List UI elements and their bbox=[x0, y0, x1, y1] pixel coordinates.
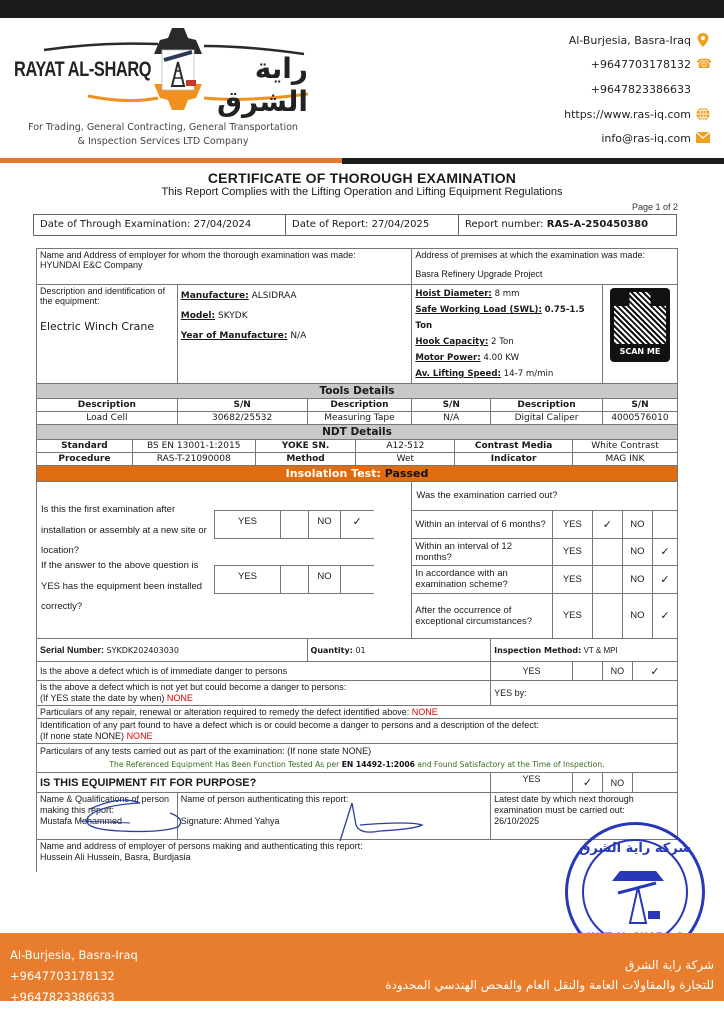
company-tagline bbox=[0, 121, 326, 149]
serial-label: Serial Number: bbox=[40, 645, 105, 655]
signatures-row bbox=[37, 793, 678, 840]
globe-icon bbox=[696, 107, 710, 121]
ndt-row bbox=[37, 440, 678, 453]
equipment-ident-cell bbox=[177, 285, 412, 384]
tests-row bbox=[37, 744, 678, 773]
motor-value: 4.00 KW bbox=[483, 353, 520, 363]
question-first-exam: Is this the first examination after installation or assembly at a new site or location? bbox=[41, 504, 207, 556]
yes-label: YES bbox=[552, 538, 592, 565]
contact-phone-1-text[interactable]: +9647703178132 bbox=[590, 58, 691, 72]
repair-row bbox=[37, 706, 678, 719]
tests-question: Particulars of any tests carried out as part of the examination: (If none state NONE) bbox=[40, 746, 372, 756]
exam-interval-heading: Was the examination carried out? bbox=[412, 482, 677, 510]
manufacture-value: ALSIDRAA bbox=[251, 291, 297, 301]
certificate-subtitle: This Report Complies with the Lifting Operation and Lifting Equipment Regulations bbox=[161, 186, 563, 198]
maker-name: Mustafa Mohammed bbox=[40, 816, 123, 826]
no-label: NO bbox=[309, 511, 341, 539]
part-defect-cell bbox=[37, 719, 678, 744]
year-value: N/A bbox=[290, 331, 307, 341]
ndt-label: YOKE SN. bbox=[255, 440, 356, 453]
contact-website-link[interactable]: https://www.ras-iq.com bbox=[564, 107, 691, 121]
ndt-value: MAG INK bbox=[572, 453, 677, 466]
part-defect-value: NONE bbox=[126, 731, 153, 741]
tools-header: Description bbox=[37, 399, 178, 412]
speed-label: Av. Lifting Speed: bbox=[415, 369, 501, 379]
tagline-line-1: For Trading, General Contracting, General Transportation bbox=[28, 122, 298, 133]
serial-value: SYKDK202403030 bbox=[106, 646, 179, 655]
equipment-row bbox=[37, 285, 678, 384]
immediate-danger-question: Is the above a defect which is of immediate danger to persons bbox=[37, 662, 491, 681]
tools-header: S/N bbox=[412, 399, 491, 412]
tools-cell: 30682/25532 bbox=[177, 412, 307, 425]
interval-question: Within an interval of 6 months? bbox=[412, 510, 552, 538]
motor-label: Motor Power: bbox=[415, 353, 481, 363]
footer-company-name-ar: شركة راية الشرق bbox=[625, 958, 714, 972]
yes-by-field[interactable]: YES by: bbox=[491, 681, 678, 706]
interval-row bbox=[412, 538, 677, 565]
serial-cell bbox=[37, 639, 308, 662]
header-rule-black bbox=[342, 158, 724, 164]
immediate-danger-row bbox=[37, 662, 678, 681]
employer-row bbox=[37, 249, 678, 285]
qr-code-icon bbox=[614, 292, 666, 344]
tools-header: Description bbox=[307, 399, 412, 412]
insulation-label: Insolation Test: bbox=[285, 467, 381, 480]
contact-email-link[interactable]: info@ras-iq.com bbox=[601, 132, 691, 146]
envelope-icon bbox=[696, 132, 710, 146]
swl-label: Safe Working Load (SWL): bbox=[415, 305, 542, 315]
contact-email bbox=[564, 126, 710, 151]
ndt-value: BS EN 13001-1:2015 bbox=[132, 440, 255, 453]
no-checkbox[interactable] bbox=[632, 773, 677, 793]
future-danger-sub: (If YES state the date by when) bbox=[40, 693, 165, 703]
authenticator-label: Name of person authenticating this report: bbox=[180, 794, 349, 804]
signer-employer-value: Hussein Ali Hussein, Basra, Burdjasia bbox=[40, 852, 191, 862]
fitness-question: IS THIS EQUIPMENT FIT FOR PURPOSE? bbox=[37, 773, 491, 793]
dates-row bbox=[33, 214, 677, 236]
no-label: NO bbox=[622, 510, 652, 538]
contact-website bbox=[564, 102, 710, 127]
yes-label: YES bbox=[491, 773, 573, 793]
tests-standard: EN 14492-1:2006 bbox=[341, 760, 415, 769]
next-exam-date: 26/10/2025 bbox=[494, 816, 540, 826]
future-danger-question: Is the above a defect which is not yet but could become a danger to persons: bbox=[40, 682, 347, 692]
yes-label: YES bbox=[552, 593, 592, 638]
header-rule-orange bbox=[0, 158, 342, 163]
tagline-line-2: & Inspection Services LTD Company bbox=[77, 136, 249, 147]
tools-cell: Digital Caliper bbox=[491, 412, 603, 425]
hook-label: Hook Capacity: bbox=[415, 337, 489, 347]
no-checkbox[interactable]: ✓ bbox=[652, 593, 677, 638]
interval-row bbox=[412, 565, 677, 593]
yes-checkbox[interactable]: ✓ bbox=[592, 510, 622, 538]
tests-cell bbox=[37, 744, 678, 773]
tools-cell: 4000576010 bbox=[602, 412, 677, 425]
no-label: NO bbox=[622, 538, 652, 565]
premises-cell bbox=[412, 249, 678, 285]
employer-cell bbox=[37, 249, 412, 285]
speed-value: 14-7 m/min bbox=[503, 369, 554, 379]
header-contacts bbox=[564, 28, 713, 151]
footer-company-desc-ar: للتجارة والمقاولات العامة والنقل العام والفحص الهندسي المحدودة bbox=[385, 978, 714, 992]
repair-question: Particulars of any repair, renewal or alteration required to remedy the defect identified above: bbox=[40, 707, 410, 717]
fitness-row bbox=[37, 773, 678, 793]
insulation-result: Passed bbox=[384, 467, 429, 480]
no-label: NO bbox=[602, 773, 632, 793]
equipment-desc-cell bbox=[37, 285, 178, 384]
future-danger-cell bbox=[37, 681, 491, 706]
yes-label: YES bbox=[215, 511, 281, 539]
report-number-label: Report number: bbox=[465, 219, 544, 230]
footer-company-ar bbox=[385, 955, 714, 995]
yes-checkbox[interactable] bbox=[592, 593, 622, 638]
no-label: NO bbox=[622, 565, 652, 593]
equipment-name: Electric Winch Crane bbox=[40, 320, 155, 333]
qr-code[interactable] bbox=[610, 288, 670, 362]
tools-title: Tools Details bbox=[37, 384, 678, 399]
ndt-label: Indicator bbox=[455, 453, 573, 466]
premises-label: Address of premises at which the examination was made: bbox=[415, 250, 645, 260]
year-label: Year of Manufacture: bbox=[180, 331, 288, 341]
telephone-icon: ☎ bbox=[696, 56, 713, 72]
tools-header: S/N bbox=[602, 399, 677, 412]
yes-label: YES bbox=[491, 662, 573, 681]
authenticator-cell bbox=[177, 793, 490, 840]
yes-checkbox[interactable] bbox=[592, 565, 622, 593]
yes-checkbox[interactable] bbox=[592, 538, 622, 565]
footer-address: Al-Burjesia, Basra-Iraq bbox=[10, 948, 138, 962]
footer-phone-2[interactable]: +9647823386633 bbox=[10, 990, 115, 1004]
tools-header-row bbox=[37, 399, 678, 412]
equipment-spec-cell bbox=[412, 285, 603, 384]
tools-header: S/N bbox=[177, 399, 307, 412]
report-date-label: Date of Report: bbox=[292, 219, 369, 230]
employer-value: HYUNDAI E&C Company bbox=[40, 260, 143, 270]
quantity-cell bbox=[307, 639, 491, 662]
header-top-bar bbox=[0, 0, 724, 18]
ndt-label: Contrast Media bbox=[455, 440, 573, 453]
yes-checkbox[interactable] bbox=[281, 566, 309, 594]
no-checkbox[interactable] bbox=[341, 566, 374, 594]
maker-cell bbox=[37, 793, 178, 840]
interval-question: In accordance with an examination scheme? bbox=[412, 565, 552, 593]
tests-text-post: and Found Satisfactory at the Time of Inspection. bbox=[417, 760, 605, 769]
no-label: NO bbox=[602, 662, 632, 681]
question-installed-correctly: If the answer to the above question is YES has the equipment been installed correctly? bbox=[41, 560, 203, 612]
swl-value: 0.75-1.5 Ton bbox=[415, 305, 585, 331]
hoist-label: Hoist Diameter: bbox=[415, 289, 492, 299]
report-number-value: RAS-A-250450380 bbox=[546, 219, 649, 230]
questions-row bbox=[37, 482, 678, 639]
interval-question: Within an interval of 12 months? bbox=[412, 538, 552, 565]
no-checkbox[interactable]: ✓ bbox=[652, 538, 677, 565]
signer-employer-label: Name and address of employer of persons making and authenticating this report: bbox=[40, 841, 363, 851]
report-date-value: 27/04/2025 bbox=[371, 219, 430, 230]
repair-value: NONE bbox=[411, 707, 438, 717]
footer-bar bbox=[0, 933, 724, 1004]
exam-date-cell bbox=[34, 215, 286, 235]
ndt-row bbox=[37, 453, 678, 466]
stamp-derrick-icon bbox=[608, 867, 668, 927]
manufacture-label: Manufacture: bbox=[180, 291, 249, 301]
tests-text-pre: The Referenced Equipment Has Been Function Tested As per bbox=[109, 760, 340, 769]
contact-phone-2 bbox=[564, 77, 710, 102]
contact-address-text: Al-Burjesia, Basra-Iraq bbox=[568, 33, 691, 47]
ndt-label: Standard bbox=[37, 440, 133, 453]
hoist-value: 8 mm bbox=[494, 289, 520, 299]
tools-cell: Measuring Tape bbox=[307, 412, 412, 425]
yes-checkbox[interactable] bbox=[281, 511, 309, 539]
exam-interval-table bbox=[412, 482, 677, 638]
qr-cell bbox=[602, 285, 677, 384]
yes-label: YES bbox=[552, 565, 592, 593]
certificate-title: CERTIFICATE OF THOROUGH EXAMINATION bbox=[207, 170, 517, 186]
equipment-desc-label: Description and identification of the equipment: bbox=[40, 286, 166, 306]
hook-value: 2 Ton bbox=[491, 337, 514, 347]
qr-scan-label: SCAN ME bbox=[619, 347, 661, 356]
no-checkbox[interactable] bbox=[652, 510, 677, 538]
no-label: NO bbox=[309, 566, 341, 594]
exam-date-label: Date of Through Examination: bbox=[40, 219, 191, 230]
ndt-label: Procedure bbox=[37, 453, 133, 466]
inspection-method-cell bbox=[491, 639, 678, 662]
ndt-value: A12-512 bbox=[356, 440, 455, 453]
repair-cell bbox=[37, 706, 678, 719]
logo-text-ar: راية الشرق bbox=[216, 52, 308, 118]
employer-label: Name and Address of employer for whom the thorough examination was made: bbox=[40, 250, 356, 260]
yes-checkbox[interactable] bbox=[572, 662, 602, 681]
logo-text-en: RAYAT AL-SHARQ bbox=[14, 58, 152, 81]
tools-header: Description bbox=[491, 399, 603, 412]
model-value: SKYDK bbox=[217, 311, 248, 321]
tools-cell: N/A bbox=[412, 412, 491, 425]
installed-answers bbox=[214, 565, 374, 594]
future-danger-value: NONE bbox=[166, 693, 193, 703]
yes-label: YES bbox=[215, 566, 281, 594]
ndt-value: Wet bbox=[356, 453, 455, 466]
ndt-value: RAS-T-21090008 bbox=[132, 453, 255, 466]
inspection-method-label: Inspection Method: bbox=[494, 645, 582, 655]
authenticator-signature: Signature: Ahmed Yahya bbox=[180, 816, 280, 826]
inspection-method-value: VT & MPI bbox=[583, 645, 618, 655]
contact-address bbox=[564, 28, 710, 53]
first-exam-answers bbox=[214, 510, 374, 539]
ndt-value: White Contrast bbox=[572, 440, 677, 453]
exam-date-value: 27/04/2024 bbox=[193, 219, 252, 230]
yes-checkbox[interactable]: ✓ bbox=[572, 773, 602, 793]
examination-table bbox=[36, 248, 678, 872]
location-pin-icon bbox=[696, 33, 710, 47]
report-number-cell bbox=[459, 215, 676, 235]
contact-phone-2-text[interactable]: +9647823386633 bbox=[590, 82, 691, 96]
contact-phone-1 bbox=[564, 53, 713, 78]
ndt-label: Method bbox=[255, 453, 356, 466]
stamp-text-ar: شركة راية الشرق bbox=[578, 841, 692, 856]
model-label: Model: bbox=[180, 311, 216, 321]
questions-right-cell bbox=[412, 482, 678, 639]
tools-row bbox=[37, 412, 678, 425]
part-defect-sub: (If none state NONE) bbox=[40, 731, 125, 741]
yes-label: YES bbox=[552, 510, 592, 538]
maker-label: Name & Qualifications of person making this report: bbox=[40, 794, 170, 815]
premises-value: Basra Refinery Upgrade Project bbox=[415, 269, 543, 279]
next-exam-label: Latest date by which next thorough examination must be carried out: bbox=[494, 794, 634, 815]
no-checkbox[interactable]: ✓ bbox=[341, 511, 374, 539]
questions-left-cell bbox=[37, 482, 412, 639]
footer-phone-1[interactable]: +9647703178132 bbox=[10, 969, 115, 983]
no-checkbox[interactable]: ✓ bbox=[652, 565, 677, 593]
ndt-title: NDT Details bbox=[37, 425, 678, 440]
serial-row bbox=[37, 639, 678, 662]
part-defect-row bbox=[37, 719, 678, 744]
interval-question: After the occurrence of exceptional circumstances? bbox=[412, 593, 552, 638]
interval-row bbox=[412, 593, 677, 638]
future-danger-row bbox=[37, 681, 678, 706]
part-defect-question: Identification of any part found to have a defect which is or could become a danger to persons and a description of the defect: bbox=[40, 720, 539, 730]
tools-cell: Load Cell bbox=[37, 412, 178, 425]
page-number: Page 1 of 2 bbox=[631, 202, 678, 212]
no-label: NO bbox=[622, 593, 652, 638]
company-logo bbox=[8, 24, 308, 118]
footer-contacts bbox=[10, 945, 138, 1008]
report-date-cell bbox=[286, 215, 459, 235]
no-checkbox[interactable]: ✓ bbox=[632, 662, 677, 681]
quantity-label: Quantity: bbox=[310, 645, 353, 655]
quantity-value: 01 bbox=[355, 645, 366, 655]
interval-row bbox=[412, 510, 677, 538]
insulation-test-bar bbox=[37, 466, 678, 482]
